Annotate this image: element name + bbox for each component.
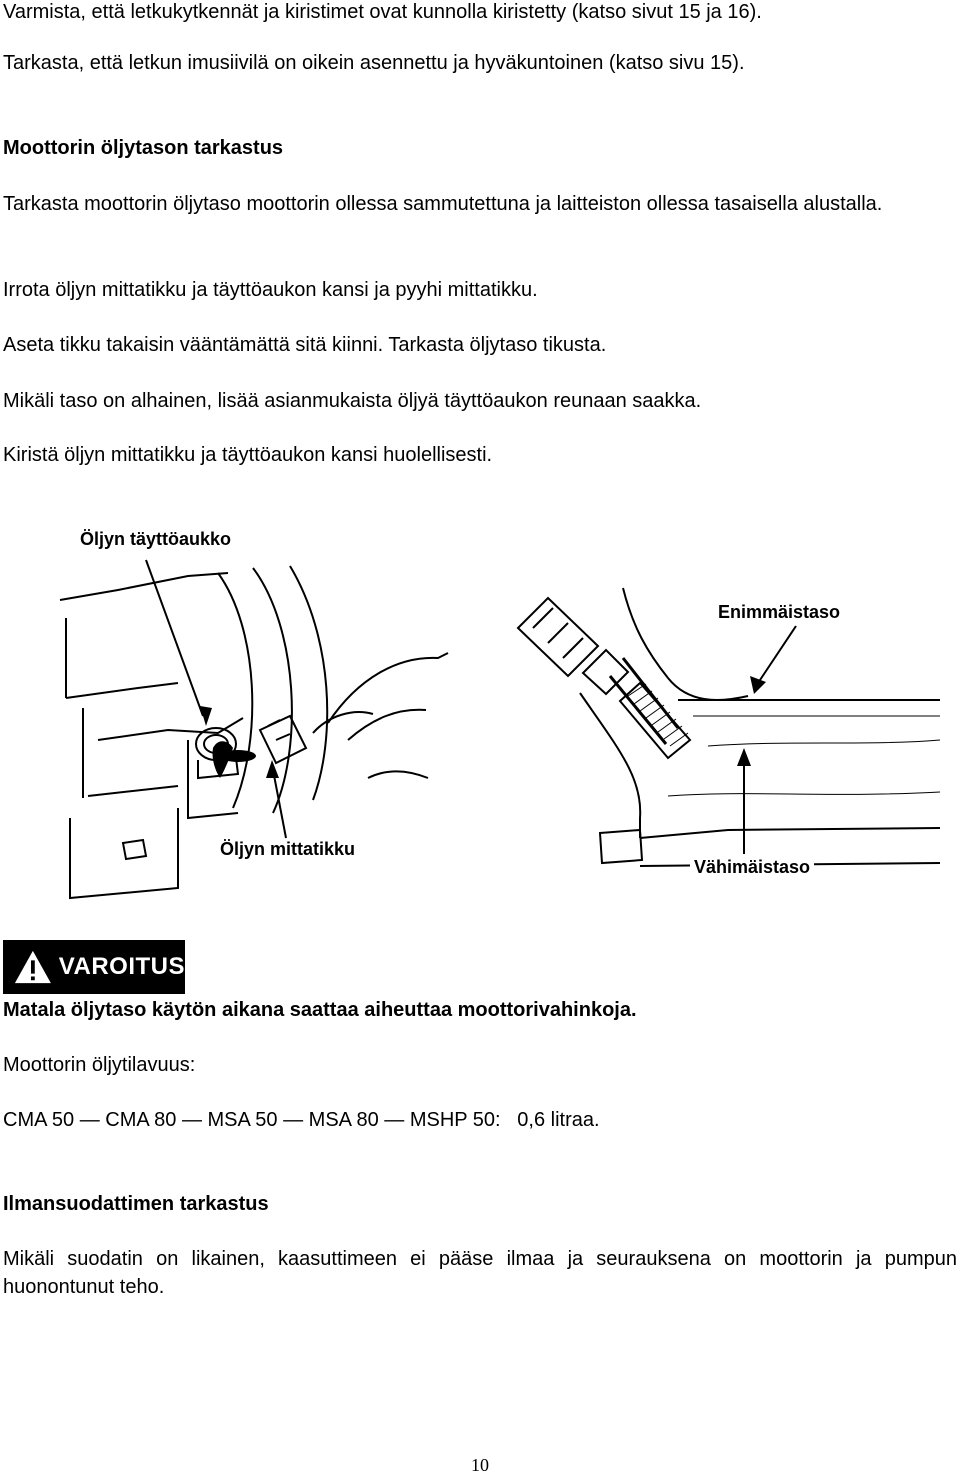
oil-level-diagram — [28, 478, 940, 930]
paragraph-oil-check-conditions: Tarkasta moottorin öljytaso moottorin ollessa sammutettuna ja laitteiston ollessa tasaisella alustalla. — [3, 193, 883, 215]
paragraph-reinsert-dipstick: Aseta tikku takaisin vääntämättä sitä kiinni. Tarkasta öljytaso tikusta. — [3, 334, 607, 356]
warning-badge — [3, 940, 185, 994]
oil-capacity-line — [3, 1108, 600, 1132]
page-number: 10 — [471, 1455, 489, 1475]
paragraph-strainer: Tarkasta, että letkun imusiivilä on oikein asennettu ja hyväkuntoinen (katso sivu 15). — [3, 52, 745, 74]
label-max-level: Enimmäistaso — [714, 602, 844, 623]
paragraph-tighten-cap: Kiristä öljyn mittatikku ja täyttöaukon kansi huolellisesti. — [3, 444, 493, 466]
warning-text: Matala öljytaso käytön aikana saattaa aiheuttaa moottorivahinkoja. — [3, 999, 637, 1021]
paragraph-connections: Varmista, että letkukytkennät ja kiristimet ovat kunnolla kiristetty (katso sivut 15 ja 16). — [3, 1, 762, 23]
label-min-level: Vähimäistaso — [690, 857, 814, 878]
warning-triangle-icon — [13, 948, 53, 986]
oil-capacity-models: CMA 50 — CMA 80 — MSA 50 — MSA 80 — MSHP 50: — [3, 1109, 501, 1131]
oil-capacity-value: 0,6 litraa. — [517, 1109, 600, 1131]
label-dipstick: Öljyn mittatikku — [216, 839, 359, 860]
heading-oil-level-check: Moottorin öljytason tarkastus — [3, 137, 284, 159]
paragraph-air-filter: Mikäli suodatin on likainen, kaasuttimeen ei pääse ilmaa ja seurauksena on moottorin ja pumpun huonontunut teho. — [3, 1248, 957, 1298]
warning-badge-label: VAROITUS — [58, 953, 185, 980]
paragraph-add-oil: Mikäli taso on alhainen, lisää asianmukaista öljyä täyttöaukon reunaan saakka. — [3, 390, 702, 412]
heading-air-filter-check: Ilmansuodattimen tarkastus — [3, 1193, 269, 1215]
oil-capacity-label: Moottorin öljytilavuus: — [3, 1054, 196, 1076]
label-oil-filler: Öljyn täyttöaukko — [76, 529, 235, 550]
paragraph-remove-dipstick: Irrota öljyn mittatikku ja täyttöaukon kansi ja pyyhi mittatikku. — [3, 279, 538, 301]
